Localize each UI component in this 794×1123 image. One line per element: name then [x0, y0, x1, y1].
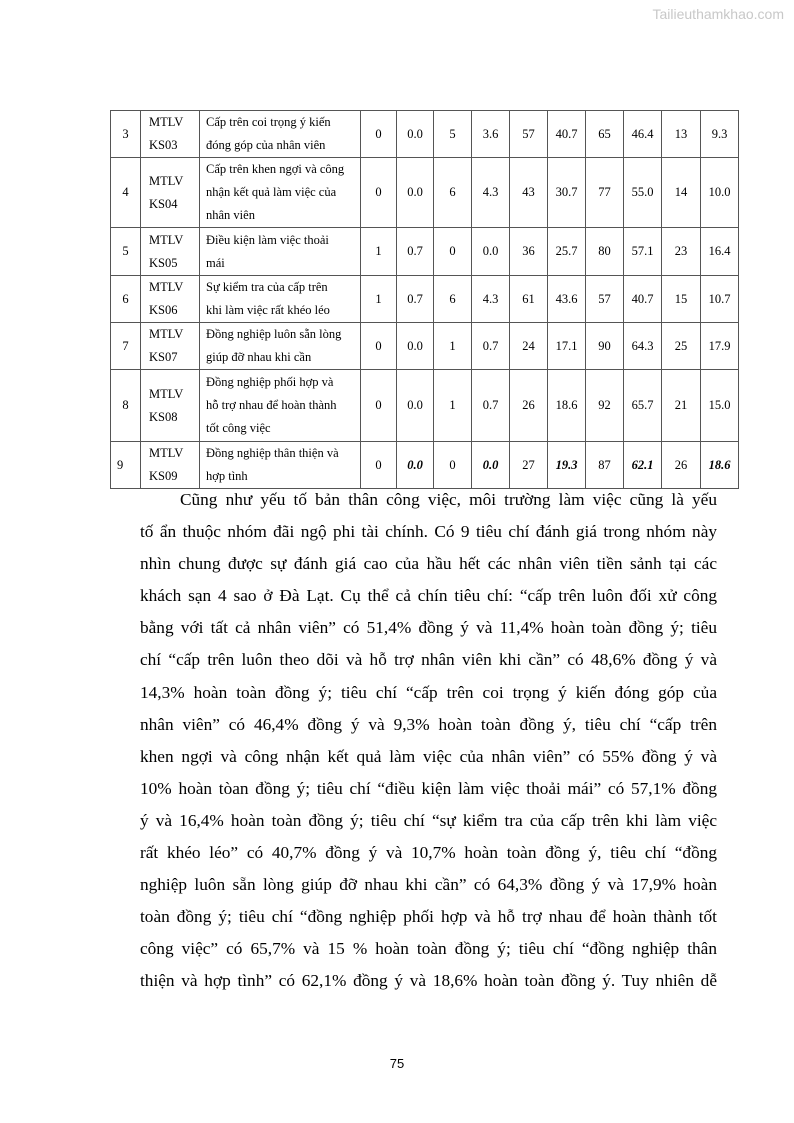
- value-cell: 26: [510, 370, 548, 442]
- value-cell: 18.6: [548, 370, 586, 442]
- value-cell: 36: [510, 228, 548, 276]
- paragraph-line: ý và 16,4% hoàn toàn đồng ý; tiêu chí “sự kiểm tra của cấp trên khi làm việc: [140, 810, 717, 830]
- value-cell: 43: [510, 158, 548, 228]
- paragraph-line: 14,3% hoàn toàn đồng ý; tiêu chí “cấp trên coi trọng ý kiến đóng góp của: [140, 682, 717, 702]
- code-line: MTLV: [149, 386, 184, 401]
- value-cell: 0.0: [397, 323, 434, 370]
- value-cell: 6: [434, 276, 472, 323]
- table-row: [111, 370, 739, 442]
- code-line: KS08: [149, 409, 178, 424]
- item-description: [200, 276, 361, 323]
- item-description: [200, 228, 361, 276]
- item-code: [141, 442, 200, 489]
- code-line: MTLV: [149, 280, 184, 294]
- value-cell: 25: [662, 323, 701, 370]
- table-row: [111, 442, 739, 489]
- value-cell: 26: [662, 442, 701, 489]
- item-code: [141, 276, 200, 323]
- description-line: tốt công việc: [206, 421, 271, 435]
- value-cell: 0.7: [472, 370, 510, 442]
- value-cell: 0.0: [397, 442, 434, 489]
- value-cell: 16.4: [701, 228, 739, 276]
- row-number: 8: [111, 370, 141, 442]
- paragraph-line: nghiệp luôn sẵn lòng giúp đỡ nhau khi cần” có 64,3% đồng ý và 17,9% hoàn: [140, 875, 717, 895]
- description-line: mái: [206, 255, 225, 270]
- value-cell: 65: [586, 111, 624, 158]
- value-cell: 19.3: [548, 442, 586, 489]
- value-cell: 9.3: [701, 111, 739, 158]
- item-code: [141, 111, 200, 158]
- description-line: Điều kiện làm việc thoải: [206, 232, 329, 247]
- value-cell: 0.0: [472, 442, 510, 489]
- item-description: [200, 442, 361, 489]
- description-line: Đồng nghiệp thân thiện và: [206, 446, 339, 460]
- paragraph-line: chí “cấp trên luôn theo dõi và hỗ trợ nhân viên khi cần” có 48,6% đồng ý và: [140, 650, 717, 670]
- value-cell: 80: [586, 228, 624, 276]
- item-code: [141, 158, 200, 228]
- paragraph-line: toàn đồng ý; tiêu chí “đồng nghiệp phối hợp và hỗ trợ nhau để hoàn thành tốt: [140, 907, 717, 927]
- table-row: [111, 158, 739, 228]
- code-line: MTLV: [149, 232, 184, 247]
- value-cell: 0.0: [397, 111, 434, 158]
- table-row: [111, 276, 739, 323]
- paragraph-line: nhìn chung được sự đánh giá cao của hầu hết các nhân viên tiền sảnh tại các: [140, 554, 717, 574]
- paragraph-line: khen ngợi và công nhận kết quả làm việc của nhân viên” có 55% đồng ý và: [140, 746, 717, 766]
- value-cell: 6: [434, 158, 472, 228]
- paragraph-line: khách sạn 4 sao ở Đà Lạt. Cụ thể cả chín tiêu chí: “cấp trên luôn đối xử công: [140, 586, 717, 606]
- value-cell: 0: [361, 158, 397, 228]
- table-row: [111, 111, 739, 158]
- value-cell: 5: [434, 111, 472, 158]
- paragraph-line: 10% hoàn tòan đồng ý; tiêu chí “điều kiện làm việc thoải mái” có 57,1% đồng: [140, 778, 717, 798]
- value-cell: 0: [361, 323, 397, 370]
- value-cell: 0: [361, 111, 397, 158]
- description-line: hợp tình: [206, 469, 248, 483]
- paragraph-line: rất khéo léo” có 40,7% đồng ý và 10,7% hoàn toàn đồng ý, tiêu chí “đồng: [140, 843, 717, 863]
- description-line: nhận kết quả làm việc của: [206, 185, 337, 199]
- value-cell: 57: [586, 276, 624, 323]
- value-cell: 10.7: [701, 276, 739, 323]
- row-number: 9: [111, 442, 141, 489]
- value-cell: 62.1: [624, 442, 662, 489]
- description-line: Cấp trên khen ngợi và công: [206, 162, 345, 176]
- description-line: đóng góp của nhân viên: [206, 138, 326, 152]
- code-line: KS03: [149, 138, 178, 152]
- paragraph-line: tố ẩn thuộc nhóm đãi ngộ phi tài chính. Có 9 tiêu chí đánh giá trong nhóm này: [140, 522, 717, 542]
- page-number: 75: [389, 1056, 405, 1071]
- value-cell: 10.0: [701, 158, 739, 228]
- value-cell: 0.0: [472, 228, 510, 276]
- value-cell: 90: [586, 323, 624, 370]
- table-row: [111, 228, 739, 276]
- code-line: KS05: [149, 255, 178, 270]
- code-line: KS09: [149, 469, 178, 483]
- paragraph-line: công việc” có 65,7% và 15 % hoàn toàn đồng ý; tiêu chí “đồng nghiệp thân: [140, 939, 717, 959]
- row-number: 5: [111, 228, 141, 276]
- value-cell: 15.0: [701, 370, 739, 442]
- value-cell: 0: [361, 442, 397, 489]
- description-line: Đồng nghiệp luôn sẵn lòng: [206, 327, 342, 341]
- value-cell: 17.1: [548, 323, 586, 370]
- description-line: nhân viên: [206, 208, 255, 222]
- value-cell: 40.7: [548, 111, 586, 158]
- paragraph-line: bằng với tất cả nhân viên” có 51,4% đồng ý và 11,4% hoàn toàn đồng ý; tiêu: [140, 618, 717, 638]
- paragraph-line: Cũng như yếu tố bản thân công việc, môi trường làm việc cũng là yếu: [180, 490, 717, 509]
- value-cell: 64.3: [624, 323, 662, 370]
- row-number: 6: [111, 276, 141, 323]
- code-line: MTLV: [149, 327, 184, 341]
- code-line: KS06: [149, 303, 178, 317]
- value-cell: 14: [662, 158, 701, 228]
- value-cell: 3.6: [472, 111, 510, 158]
- value-cell: 57: [510, 111, 548, 158]
- value-cell: 55.0: [624, 158, 662, 228]
- value-cell: 0.7: [397, 228, 434, 276]
- item-description: [200, 158, 361, 228]
- value-cell: 4.3: [472, 158, 510, 228]
- description-line: Cấp trên coi trọng ý kiến: [206, 115, 331, 129]
- value-cell: 24: [510, 323, 548, 370]
- code-line: KS07: [149, 350, 178, 364]
- value-cell: 61: [510, 276, 548, 323]
- paragraph-line: thiện và hợp tình” có 62,1% đồng ý và 18,6% hoàn toàn đồng ý. Tuy nhiên dễ: [140, 971, 717, 991]
- code-line: MTLV: [149, 173, 184, 188]
- survey-table: [110, 110, 739, 489]
- item-description: [200, 111, 361, 158]
- value-cell: 57.1: [624, 228, 662, 276]
- value-cell: 18.6: [701, 442, 739, 489]
- value-cell: 1: [361, 276, 397, 323]
- code-line: KS04: [149, 196, 178, 211]
- item-code: [141, 228, 200, 276]
- item-code: [141, 370, 200, 442]
- value-cell: 46.4: [624, 111, 662, 158]
- description-line: Sự kiểm tra của cấp trên: [206, 280, 328, 294]
- value-cell: 15: [662, 276, 701, 323]
- value-cell: 17.9: [701, 323, 739, 370]
- value-cell: 87: [586, 442, 624, 489]
- value-cell: 40.7: [624, 276, 662, 323]
- value-cell: 1: [434, 370, 472, 442]
- item-description: [200, 370, 361, 442]
- value-cell: 0.0: [397, 158, 434, 228]
- value-cell: 4.3: [472, 276, 510, 323]
- item-description: [200, 323, 361, 370]
- value-cell: 23: [662, 228, 701, 276]
- value-cell: 0.7: [472, 323, 510, 370]
- body-paragraph: [140, 484, 717, 998]
- value-cell: 0.7: [397, 276, 434, 323]
- description-line: hỗ trợ nhau để hoàn thành: [206, 398, 337, 412]
- watermark: Tailieuthamkhao.com: [652, 6, 784, 22]
- row-number: 7: [111, 323, 141, 370]
- value-cell: 30.7: [548, 158, 586, 228]
- value-cell: 1: [434, 323, 472, 370]
- value-cell: 27: [510, 442, 548, 489]
- value-cell: 43.6: [548, 276, 586, 323]
- value-cell: 1: [361, 228, 397, 276]
- code-line: MTLV: [149, 446, 184, 460]
- value-cell: 25.7: [548, 228, 586, 276]
- value-cell: 65.7: [624, 370, 662, 442]
- row-number: 3: [111, 111, 141, 158]
- paragraph-line: nhân viên” có 46,4% đồng ý và 9,3% hoàn toàn đồng ý, tiêu chí “cấp trên: [140, 714, 717, 734]
- value-cell: 0: [434, 228, 472, 276]
- description-line: Đồng nghiệp phối hợp và: [206, 375, 334, 389]
- description-line: giúp đỡ nhau khi cần: [206, 350, 312, 364]
- item-code: [141, 323, 200, 370]
- table-row: [111, 323, 739, 370]
- value-cell: 13: [662, 111, 701, 158]
- description-line: khi làm việc rất khéo léo: [206, 303, 330, 317]
- value-cell: 92: [586, 370, 624, 442]
- value-cell: 21: [662, 370, 701, 442]
- value-cell: 77: [586, 158, 624, 228]
- value-cell: 0: [361, 370, 397, 442]
- value-cell: 0: [434, 442, 472, 489]
- row-number: 4: [111, 158, 141, 228]
- code-line: MTLV: [149, 115, 184, 129]
- value-cell: 0.0: [397, 370, 434, 442]
